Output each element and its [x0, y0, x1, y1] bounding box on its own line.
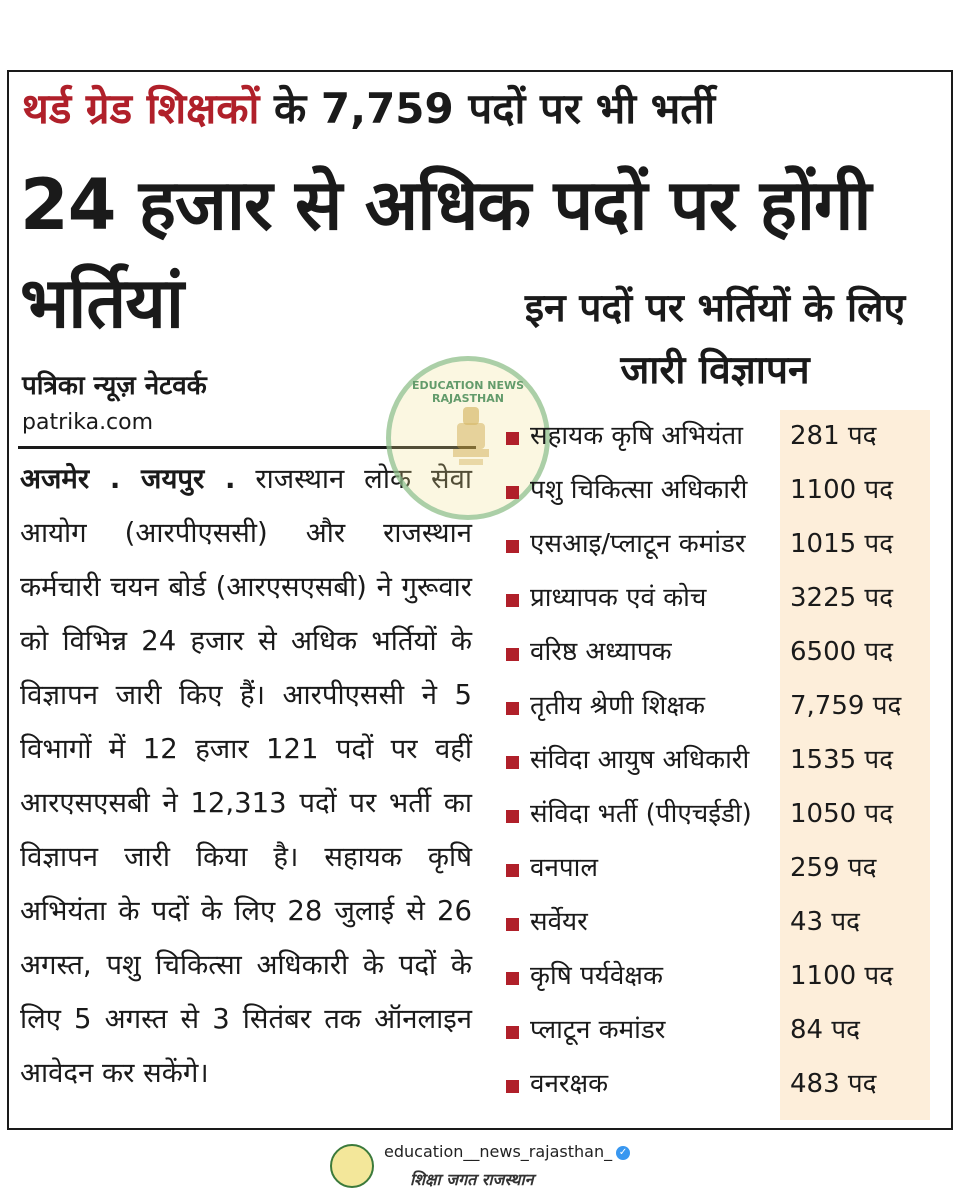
post-name: संविदा भर्ती (पीएचईडी) [530, 799, 752, 829]
posts-list [502, 410, 932, 1120]
bullet-icon [506, 486, 519, 499]
post-name: पशु चिकित्सा अधिकारी [530, 475, 748, 505]
bullet-icon [506, 810, 519, 823]
bullet-icon [506, 594, 519, 607]
bullet-icon [506, 1026, 519, 1039]
post-count: 1050 पद [790, 799, 894, 829]
kicker-rest: के 7,759 पदों पर भी भर्ती [274, 84, 716, 133]
post-name: सर्वेयर [530, 907, 588, 937]
post-count: 259 पद [790, 853, 877, 883]
article-body [20, 452, 472, 1100]
post-count: 1015 पद [790, 529, 894, 559]
post-count: 84 पद [790, 1015, 860, 1045]
list-item [502, 680, 932, 734]
post-count: 7,759 पद [790, 691, 902, 721]
list-item [502, 464, 932, 518]
post-count: 6500 पद [790, 637, 894, 667]
post-name: सहायक कृषि अभियंता [530, 421, 743, 451]
list-item [502, 950, 932, 1004]
bullet-icon [506, 864, 519, 877]
kicker-highlight: थर्ड ग्रेड शिक्षकों [22, 84, 260, 133]
state-emblem-icon [447, 403, 495, 473]
bullet-icon [506, 648, 519, 661]
bullet-icon [506, 540, 519, 553]
account-tagline: शिक्षा जगत राजस्थान [410, 1170, 534, 1189]
list-item [502, 788, 932, 842]
account-handle[interactable] [384, 1142, 630, 1161]
post-count: 1100 पद [790, 475, 894, 505]
kicker-line [22, 84, 715, 134]
post-count: 1535 पद [790, 745, 894, 775]
list-item [502, 572, 932, 626]
bullet-icon [506, 432, 519, 445]
post-name: संविदा आयुष अधिकारी [530, 745, 750, 775]
site-url: patrika.com [22, 410, 154, 435]
article-text: राजस्थान लोक सेवा आयोग (आरपीएससी) और राजस्थान कर्मचारी चयन बोर्ड (आरएसएसबी) ने गुरूवार को विभिन्न 24 हजार से अधिक भर्तियों के विज्ञापन जारी किए हैं। आरपीएससी ने 5 विभागों में 12 हजार 121 पदों पर वहीं आरएसएसबी ने 12,313 पदों पर भर्ती का विज्ञापन जारी किया है। सहायक कृषि अभियंता के पदों के लिए 28 जुलाई से 26 अगस्त, पशु चिकित्सा अधिकारी के पदों के लिए 5 अगस्त से 3 सितंबर तक ऑनलाइन आवेदन कर सकेंगे। [20, 463, 472, 1089]
bullet-icon [506, 972, 519, 985]
list-item [502, 410, 932, 464]
post-count: 281 पद [790, 421, 877, 451]
list-item [502, 734, 932, 788]
account-logo-icon[interactable] [330, 1144, 374, 1188]
bullet-icon [506, 918, 519, 931]
post-name: वनरक्षक [530, 1069, 609, 1099]
account-handle-text[interactable]: education__news_rajasthan_ [384, 1142, 613, 1161]
post-count: 3225 पद [790, 583, 894, 613]
list-item [502, 626, 932, 680]
list-item [502, 1004, 932, 1058]
list-item [502, 842, 932, 896]
post-name: कृषि पर्यवेक्षक [530, 961, 663, 991]
bullet-icon [506, 702, 519, 715]
post-name: वनपाल [530, 853, 599, 883]
bullet-icon [506, 756, 519, 769]
post-name: प्लाटून कमांडर [530, 1015, 666, 1045]
dateline: अजमेर . जयपुर . [20, 463, 236, 495]
post-name: वरिष्ठ अध्यापक [530, 637, 672, 667]
list-item [502, 896, 932, 950]
post-count: 1100 पद [790, 961, 894, 991]
list-heading: इन पदों पर भर्तियों के लिए जारी विज्ञापन [524, 286, 906, 393]
byline: पत्रिका न्यूज़ नेटवर्क [22, 371, 207, 401]
post-name: तृतीय श्रेणी शिक्षक [530, 691, 705, 721]
footer [0, 1136, 960, 1200]
post-name: प्राध्यापक एवं कोच [530, 583, 707, 613]
watermark-text: EDUCATION NEWS RAJASTHAN [411, 379, 525, 405]
post-count: 43 पद [790, 907, 860, 937]
bullet-icon [506, 1080, 519, 1093]
post-count: 483 पद [790, 1069, 877, 1099]
headline: 24 हजार से अधिक पदों पर होंगी भर्तियां [20, 164, 871, 344]
list-item [502, 1058, 932, 1112]
post-name: एसआइ/प्लाटून कमांडर [530, 529, 746, 559]
list-item [502, 518, 932, 572]
verified-badge-icon: ✓ [616, 1146, 630, 1160]
